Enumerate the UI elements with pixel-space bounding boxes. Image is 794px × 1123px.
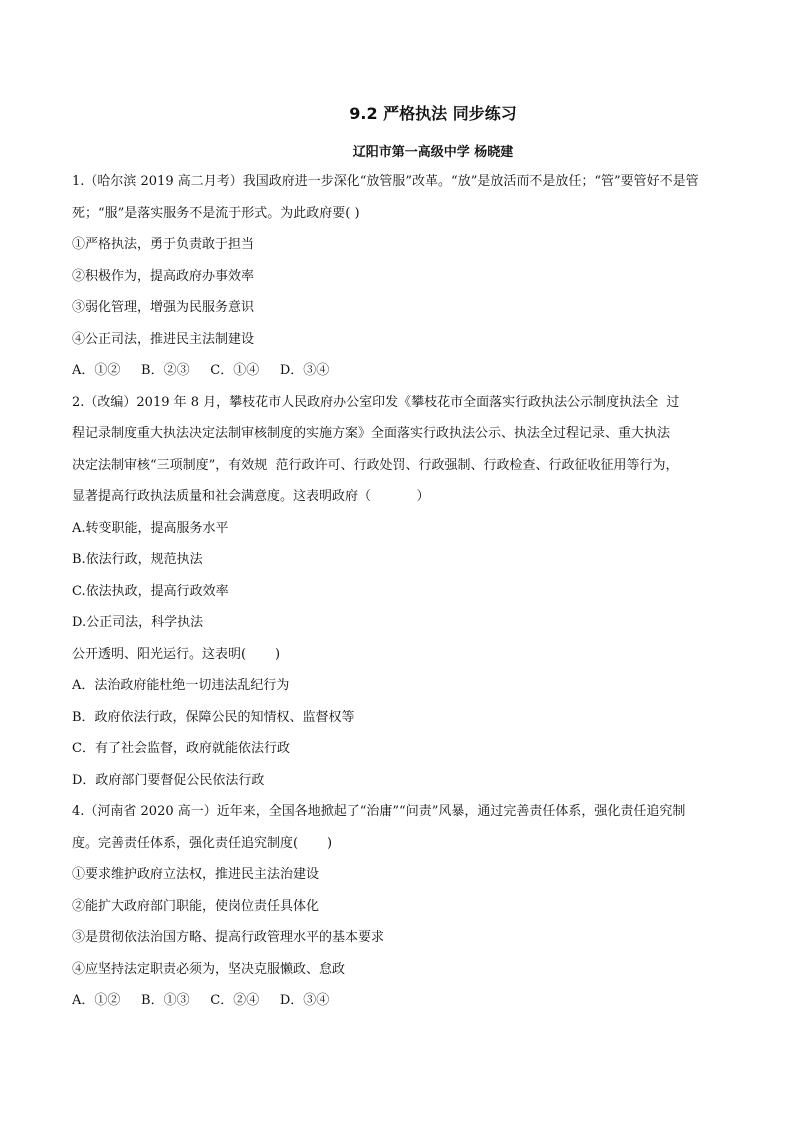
question-4-statement: ②能扩大政府部门职能，使岗位责任具体化: [72, 898, 320, 914]
question-1-options: A．①② B．②③ C．①④ D．③④: [72, 363, 330, 378]
author-line: 辽阳市第一高级中学 杨晓建: [352, 145, 514, 160]
question-1-statement: ④公正司法，推进民主法制建设: [72, 331, 255, 347]
question-4: [72, 796, 722, 1017]
question-1-statement: ②积极作为，提高政府办事效率: [72, 268, 255, 284]
question-1-statement: ③弱化管理，增强为民服务意识: [72, 300, 255, 315]
question-3-option: B．政府依法行政，保障公民的知情权、监督权等: [72, 709, 355, 725]
question-1: [72, 166, 722, 387]
question-2: [72, 387, 722, 639]
question-2-option: C.依法执政，提高行政效率: [72, 583, 229, 599]
question-4-stem: 度。完善责任体系，强化责任追究制度( ): [72, 835, 333, 851]
question-3-option: A．法治政府能杜绝一切违法乱纪行为: [72, 678, 290, 693]
question-4-options: A．①② B．①③ C．②④ D．③④: [72, 993, 330, 1008]
question-1-stem: 死；“服”是落实服务不是流于形式。为此政府要( ): [72, 205, 360, 221]
question-2-option: D.公正司法，科学执法: [72, 615, 204, 630]
question-2-stem: 2.（改编）2019 年 8 月，攀枝花市人民政府办公室印发《攀枝花市全面落实行政执法公示制度执法全 过: [72, 394, 680, 410]
question-4-stem: 4.（河南省 2020 高一）近年来，全国各地掀起了“治庸”“问责”风暴，通过完善责任体系，强化责任追究制: [72, 804, 686, 819]
question-2-option: B.依法行政，规范执法: [72, 552, 203, 567]
question-4-statement: ①要求维护政府立法权，推进民主法治建设: [72, 867, 320, 882]
question-3-stem: 公开透明、阳光运行。这表明( ): [72, 646, 281, 662]
question-1-stem: 1.（哈尔滨 2019 高二月考）我国政府进一步深化“放管服”改革。“放”是放活而不是放任；“管”要管好不是管: [72, 174, 699, 189]
question-2-stem: 决定法制审核“三项制度”，有效规 范行政许可、行政处罚、行政强制、行政检查、行政征收征用等行为，: [72, 457, 679, 473]
question-3-option: D．政府部门要督促公民依法行政: [72, 772, 265, 788]
question-3: [72, 639, 722, 797]
question-2-stem: 显著提高行政执法质量和社会满意度。这表明政府（ ）: [72, 489, 430, 504]
page-title: 9.2 严格执法 同步练习: [349, 104, 517, 123]
question-4-statement: ③是贯彻依法治国方略、提高行政管理水平的基本要求: [72, 930, 385, 945]
document-page: [72, 100, 722, 1017]
question-1-statement: ①严格执法，勇于负责敢于担当: [72, 237, 255, 252]
question-4-statement: ④应坚持法定职责必须为，坚决克服懒政、怠政: [72, 961, 346, 977]
question-3-option: C．有了社会监督，政府就能依法行政: [72, 741, 290, 756]
question-2-stem: 程记录制度重大执法决定法制审核制度的实施方案》全面落实行政执法公示、执法全过程记录、重大执法: [72, 426, 671, 441]
question-2-option: A.转变职能，提高服务水平: [72, 520, 229, 536]
